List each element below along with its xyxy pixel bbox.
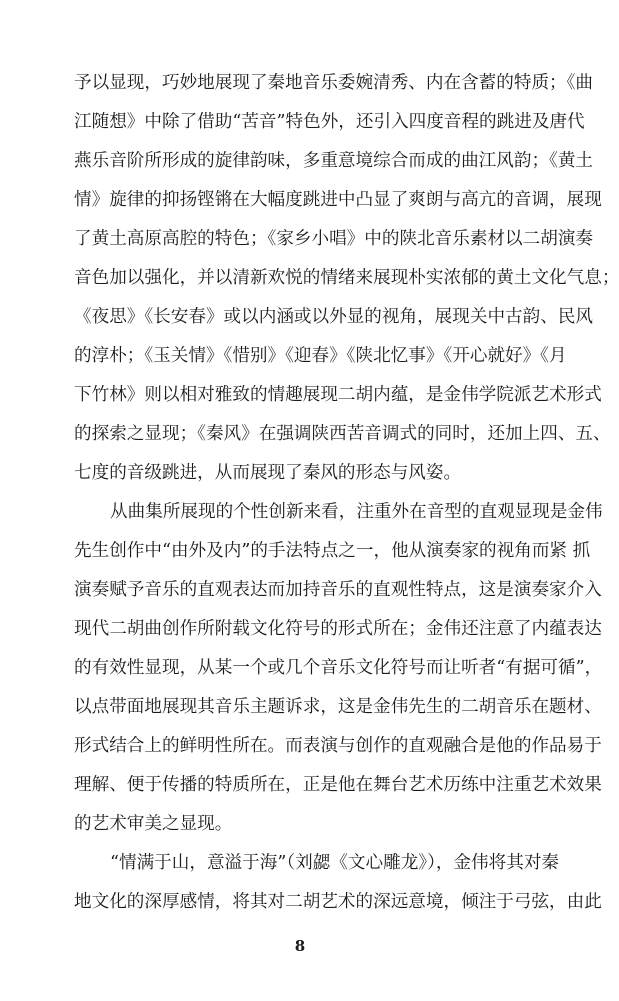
text-line: 演奏赋予音乐的直观表达而加持音乐的直观性特点，这是演奏家介入 bbox=[74, 580, 602, 600]
text-line: 七度的音级跳进，从而展现了秦风的形态与风姿。 bbox=[74, 463, 462, 483]
paragraph-start-line: 从曲集所展现的个性创新来看，注重外在音型的直观显现是金伟 bbox=[110, 502, 603, 522]
text-line: 现代二胡曲创作所附载文化符号的形式所在；金伟还注意了内蕴表达 bbox=[74, 619, 602, 639]
text-line: 江随想》中除了借助“苦音”特色外，还引入四度音程的跳进及唐代 bbox=[74, 112, 585, 132]
text-line: 《夜思》《长安春》或以内涵或以外显的视角，展现关中古韵、民风 bbox=[74, 307, 594, 327]
text-line: 以点带面地展现其音乐主题诉求，这是金伟先生的二胡音乐在题材、 bbox=[74, 697, 602, 717]
paragraph-start-line: “情满于山，意溢于海”（刘勰《文心雕龙》），金伟将其对秦 bbox=[110, 853, 560, 873]
text-line: 先生创作中“由外及内”的手法特点之一，他从演奏家的视角而紧 抓 bbox=[74, 541, 591, 561]
text-line: 了黄土高原高腔的特色；《家乡小唱》中的陕北音乐素材以二胡演奏 bbox=[74, 229, 594, 249]
text-line: 下竹林》则以相对雅致的情趣展现二胡内蕴，是金伟学院派艺术形式 bbox=[74, 385, 602, 405]
page-number: 8 bbox=[294, 937, 306, 955]
text-line: 予以显现，巧妙地展现了秦地音乐委婉清秀、内在含蓄的特质；《曲 bbox=[74, 73, 594, 93]
text-line: 的艺术审美之显现。 bbox=[74, 814, 233, 834]
text-line: 的淳朴；《玉关情》《惜别》《迎春》《陕北忆事》《开心就好》《月 bbox=[74, 346, 567, 366]
text-line: 理解、便于传播的特质所在，正是他在舞台艺术历练中注重艺术效果 bbox=[74, 775, 602, 795]
text-line: 音色加以强化，并以清新欢悦的情绪来展现朴实浓郁的黄土文化气息； bbox=[74, 268, 619, 288]
text-line: 情》旋律的抑扬铿锵在大幅度跳进中凸显了爽朗与高亢的音调，展现 bbox=[74, 190, 602, 210]
text-line: 的探索之显现；《秦风》在强调陕西苦音调式的同时，还加上四、五、 bbox=[74, 424, 611, 444]
text-line: 的有效性显现，从某一个或几个音乐文化符号而让听者“有据可循”， bbox=[74, 658, 603, 678]
text-line: 形式结合上的鲜明性所在。而表演与创作的直观融合是他的作品易于 bbox=[74, 736, 602, 756]
text-line: 燕乐音阶所形成的旋律韵味，多重意境综合而成的曲江风韵；《黄土 bbox=[74, 151, 594, 171]
text-line: 地文化的深厚感情，将其对二胡艺术的深远意境，倾注于弓弦，由此 bbox=[74, 892, 602, 912]
